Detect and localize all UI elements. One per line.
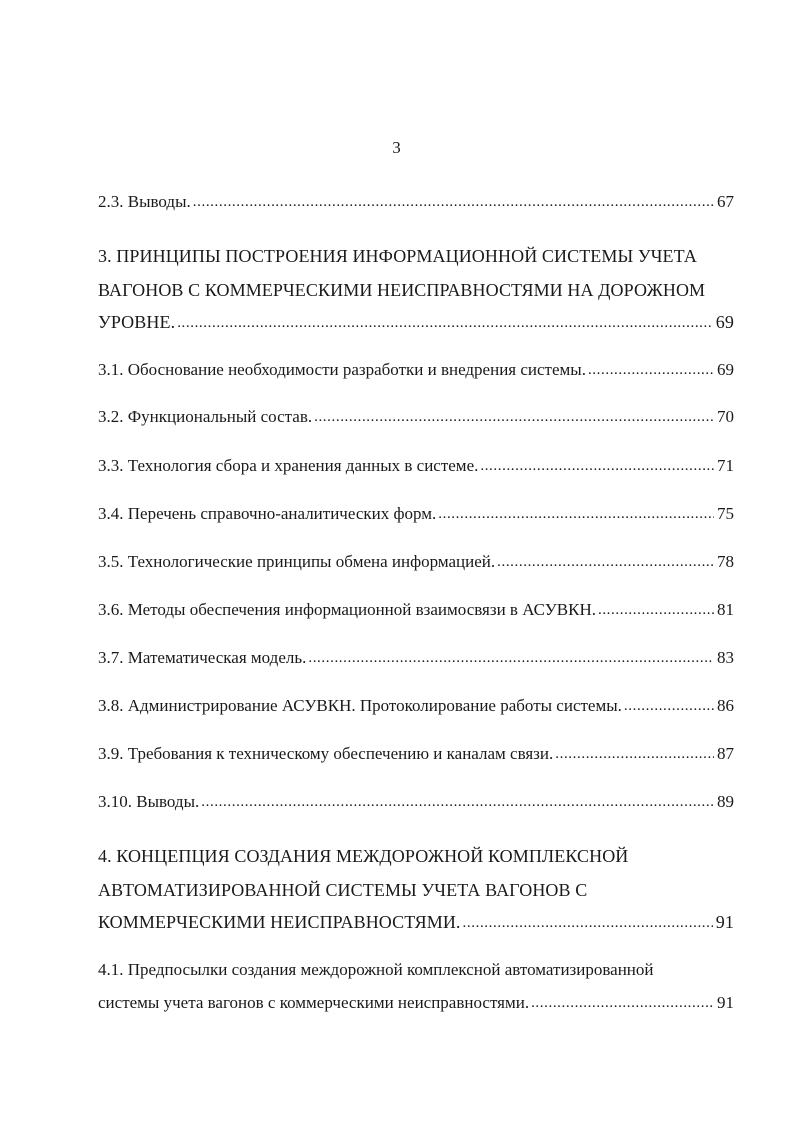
toc-entry-3-8	[98, 696, 734, 720]
toc-entry-page: 69	[717, 360, 734, 379]
toc-entry-title: 3.6. Методы обеспечения информационной взаимосвязи в АСУВКН.	[98, 600, 596, 619]
dot-leader	[598, 599, 714, 619]
toc-entry-title: 3.2. Функциональный состав.	[98, 407, 313, 426]
toc-entry-3-2	[98, 407, 734, 431]
toc-entry-3-1	[98, 360, 734, 384]
toc-entry-3-5	[98, 552, 734, 576]
dot-leader	[555, 743, 714, 763]
toc-chapter-4-line-3	[98, 912, 734, 936]
toc-chapter-title: УРОВНЕ.	[98, 312, 176, 332]
toc-entry-title: 3.4. Перечень справочно-аналитических форм.	[98, 504, 437, 523]
toc-chapter-title: 3. ПРИНЦИПЫ ПОСТРОЕНИЯ ИНФОРМАЦИОННОЙ СИСТЕМЫ УЧЕТА	[98, 246, 697, 266]
toc-chapter-4-line-2	[98, 880, 734, 904]
dot-leader	[531, 992, 714, 1012]
toc-entry-title: 4.1. Предпосылки создания междорожной комплексной автоматизированной	[98, 960, 654, 979]
toc-entry-title: 3.8. Администрирование АСУВКН. Протоколирование работы системы.	[98, 696, 622, 715]
toc-entry-title: 3.3. Технология сбора и хранения данных в системе.	[98, 456, 479, 475]
toc-entry-3-4	[98, 504, 734, 528]
dot-leader	[624, 695, 714, 715]
page-number: 3	[392, 138, 401, 157]
toc-chapter-title: 4. КОНЦЕПЦИЯ СОЗДАНИЯ МЕЖДОРОЖНОЙ КОМПЛЕКСНОЙ	[98, 846, 629, 866]
dot-leader	[314, 406, 714, 426]
toc-entry-4-1-line-2	[98, 993, 734, 1017]
toc-chapter-title: КОММЕРЧЕСКИМИ НЕИСПРАВНОСТЯМИ.	[98, 912, 461, 932]
dot-leader	[480, 455, 714, 475]
toc-entry-title: системы учета вагонов с коммерческими неисправностями.	[98, 993, 530, 1012]
toc-entry-page: 91	[715, 912, 734, 932]
toc-chapter-3-line-1	[98, 246, 734, 270]
toc-chapter-4-line-1	[98, 846, 734, 870]
toc-entry-page: 81	[717, 600, 734, 619]
toc-entry-4-1-line-1	[98, 960, 734, 984]
toc-entry-title: 3.1. Обоснование необходимости разработки и внедрения системы.	[98, 360, 586, 379]
toc-chapter-3-line-2	[98, 280, 734, 304]
toc-entry-page: 75	[717, 504, 734, 523]
toc-entry-2-3	[98, 192, 734, 216]
toc-entry-3-10	[98, 792, 734, 816]
dot-leader	[588, 359, 714, 379]
dot-leader	[177, 311, 713, 332]
toc-entry-title: 3.7. Математическая модель.	[98, 648, 307, 667]
toc-chapter-3-line-3	[98, 312, 734, 336]
toc-chapter-title: ВАГОНОВ С КОММЕРЧЕСКИМИ НЕИСПРАВНОСТЯМИ НА ДОРОЖНОМ	[98, 280, 706, 300]
toc-entry-page: 78	[717, 552, 734, 571]
toc-entry-page: 83	[717, 648, 734, 667]
toc-entry-page: 87	[717, 744, 734, 763]
toc-entry-page: 70	[717, 407, 734, 426]
dot-leader	[193, 191, 714, 211]
toc-entry-page: 91	[717, 993, 734, 1012]
toc-entry-page: 71	[717, 456, 734, 475]
toc-entry-3-7	[98, 648, 734, 672]
toc-entry-title: 3.10. Выводы.	[98, 792, 200, 811]
toc-entry-page: 86	[717, 696, 734, 715]
dot-leader	[463, 911, 713, 932]
toc-entry-page: 69	[715, 312, 734, 332]
toc-entry-page: 67	[717, 192, 734, 211]
toc-entry-3-3	[98, 456, 734, 480]
toc-entry-title: 3.9. Требования к техническому обеспечению и каналам связи.	[98, 744, 554, 763]
dot-leader	[497, 551, 714, 571]
dot-leader	[308, 647, 714, 667]
toc-entry-title: 2.3. Выводы.	[98, 192, 191, 211]
toc-entry-page: 89	[717, 792, 734, 811]
toc-chapter-title: АВТОМАТИЗИРОВАННОЙ СИСТЕМЫ УЧЕТА ВАГОНОВ С	[98, 880, 588, 900]
dot-leader	[201, 791, 714, 811]
toc-entry-3-6	[98, 600, 734, 624]
dot-leader	[438, 503, 714, 523]
toc-entry-3-9	[98, 744, 734, 768]
toc-entry-title: 3.5. Технологические принципы обмена информацией.	[98, 552, 496, 571]
